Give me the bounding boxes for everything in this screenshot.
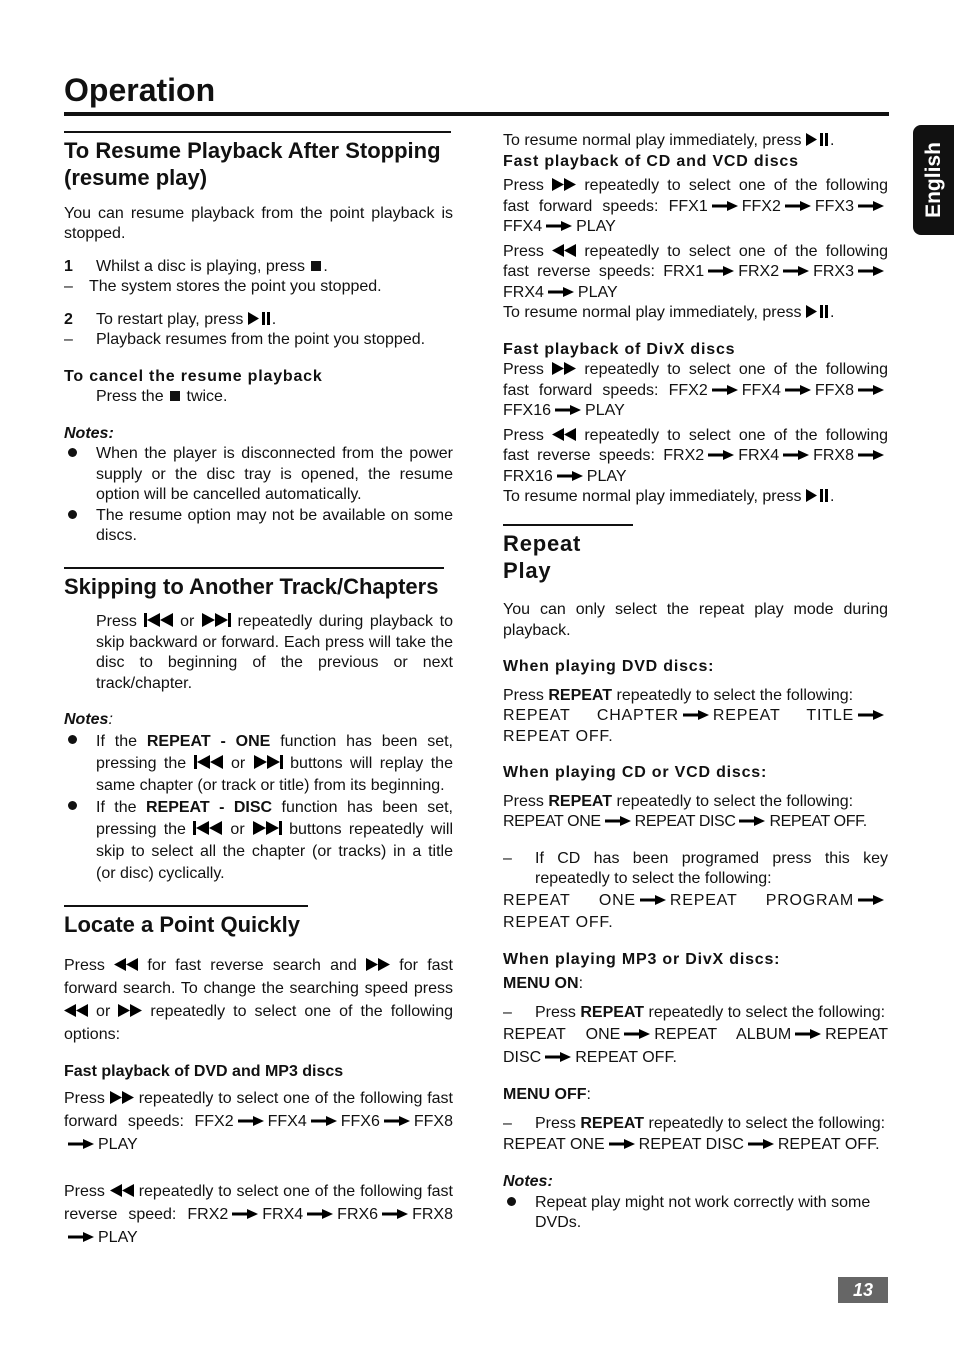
repeat-cd-sequence [503,813,867,830]
language-tab-label: English [921,142,945,218]
left-column [64,131,453,1249]
cd-fr-text: Press repeatedly to select one of the following fast reverse speeds: FRX1 FRX2 FRX3FRX4 PLAY [503,242,888,301]
sequence-item: FRX4 [503,283,544,301]
language-tab [913,125,954,235]
resume-title: To Resume Playback After Stopping (resume play) [64,138,441,190]
arrow-right-icon [748,1139,774,1149]
arrow-right-icon [708,266,734,276]
locate-section-heading [64,905,308,938]
repeat-intro: You can only select the repeat play mode during playback. [503,601,888,639]
resume-section-heading [64,131,451,191]
stop-icon [170,391,180,401]
sequence-item: REPEAT PROGRAM [669,891,855,909]
page-number: 13 [838,1277,888,1303]
sequence-item: REPEAT ALBUM [654,1026,792,1043]
resume-intro: You can resume playback from the point playback is stopped. [64,204,453,242]
skip-notes-label: Notes: [64,711,113,728]
cd-vcd-fast-heading: Fast playback of CD and VCD discs [503,152,799,170]
sequence-item: FFX8 [814,381,854,399]
arrow-right-icon [68,1232,94,1242]
sequence-item: REPEAT DISC [634,813,736,830]
previous-icon [144,613,174,627]
page-title: Operation [64,72,216,108]
sequence-item: PLAY [98,1135,138,1153]
arrow-right-icon [311,1116,337,1126]
sequence-item: REPEAT DISC [638,1136,744,1153]
arrow-right-icon [783,450,809,460]
locate-text: Press for fast reverse search and for fast forward search. To change the searching speed press or repeatedly to select one of the following options: [64,957,453,1043]
sequence-item: FRX3 [813,263,854,280]
repeat-cd-heading: When playing CD or VCD discs: [503,764,768,781]
sequence-item: FRX16 [503,467,553,485]
arrow-right-icon [548,287,574,297]
arrow-right-icon [858,895,884,905]
resume-step-2-note: – Playback resumes from the point you stopped. [64,331,426,348]
sequence-item: PLAY [586,467,627,485]
resume-normal-2: To resume normal play immediately, press . [503,304,835,321]
play-pause-icon [248,312,272,325]
arrow-right-icon [785,385,811,395]
fast-forward-icon [366,958,390,971]
sequence-item: REPEAT TITLE [712,707,854,724]
repeat-dvd-heading: When playing DVD discs: [503,658,715,675]
sequence-item: FFX16 [503,402,552,419]
sequence-item: REPEAT OFF. [575,1049,677,1066]
repeat-program-note: – If CD has been programed press this key repeatedly to select the following: [503,849,888,887]
sequence-item: FFX4 [267,1112,307,1130]
cancel-resume-heading: To cancel the resume playback [64,367,323,385]
repeat-mp3-heading: When playing MP3 or DivX discs: [503,950,781,968]
resume-normal-3: To resume normal play immediately, press . [503,488,835,505]
arrow-right-icon [555,405,581,415]
sequence-item: REPEAT ONE [503,1026,621,1043]
repeat-section-heading [503,524,633,584]
title-rule [64,112,889,116]
arrow-right-icon [624,1029,650,1039]
arrow-right-icon [712,385,738,395]
repeat-dvd-sequence-line [503,706,888,747]
right-column [503,131,888,1234]
arrow-right-icon [640,895,666,905]
arrow-right-icon [785,201,811,211]
next-icon [253,755,283,769]
sequence-item: FFX2 [741,197,781,215]
arrow-right-icon [683,710,709,720]
fast-forward-icon [110,1091,134,1104]
repeat-cd-text: Press REPEAT repeatedly to select the following: [503,792,854,810]
sequence-item: PLAY [577,283,618,301]
sequence-item: REPEAT ONE [503,1136,605,1153]
sequence-item: FRX6 [337,1205,379,1223]
sequence-item: FFX4 [503,218,543,235]
sequence-item: PLAY [98,1228,138,1246]
sequence-item: FRX8 [813,447,854,464]
repeat-notes-label: Notes: [503,1173,553,1190]
rewind-icon [110,1184,134,1197]
arrow-right-icon [739,816,765,826]
sequence-item: FFX2 [194,1112,234,1130]
rewind-icon [552,428,576,441]
dvd-mp3-fast-heading: Fast playback of DVD and MP3 discs [64,1063,344,1080]
repeat-dvd-text: Press REPEAT repeatedly to select the following: [503,686,854,704]
fast-forward-icon [552,362,576,375]
sequence-item: FFX2 [668,381,708,399]
divx-fast-heading: Fast playback of DivX discs [503,340,736,358]
fast-forward-icon [552,178,576,191]
repeat-dvd-sequence [503,707,888,745]
skip-section-heading [64,567,444,600]
rewind-icon [552,244,576,257]
skip-note-1: If the REPEAT - ONE function has been set, pressing the or buttons will replay the same chapter (or track or title) from its beginning. [64,731,453,797]
arrow-right-icon [545,1052,571,1062]
cd-ff-text: Press repeatedly to select one of the following fast forward speeds: FFX1 FFX2 FFX3FFX4 PLAY [503,177,888,235]
menu-on-instruction: – Press REPEAT repeatedly to select the following: [503,1003,886,1021]
sequence-item: PLAY [585,402,625,419]
resume-normal-1: To resume normal play immediately, press . [503,132,835,149]
sequence-item: FRX4 [738,447,780,464]
arrow-right-icon [858,201,884,211]
previous-icon [193,821,223,835]
arrow-right-icon [557,471,583,481]
cancel-resume-text: Press the twice. [96,388,228,405]
sequence-item: REPEAT OFF. [503,727,614,745]
divx-ff-text: Press repeatedly to select one of the following fast forward speeds: FFX2 FFX4 FFX8FFX16 PLAY [503,361,888,419]
repeat-title: Repeat Play [503,530,582,583]
next-icon [252,821,282,835]
resume-step-2: 2 To restart play, press . [64,310,277,328]
arrow-right-icon [783,266,809,276]
sequence-item: REPEAT OFF. [777,1136,880,1153]
play-pause-icon [806,305,830,318]
menu-on-label: MENU ON: [503,975,584,992]
sequence-item: FFX4 [741,381,781,399]
sequence-item: FRX4 [262,1205,304,1223]
skip-note-2: If the REPEAT - DISC function has been set, pressing the or buttons repeatedly will skip to select all the chapter (or tracks) in a title (or disc) cyclically. [64,797,453,885]
sequence-item: FFX1 [668,197,708,215]
arrow-right-icon [708,450,734,460]
sequence-item: FFX8 [413,1112,453,1130]
stop-icon [311,261,321,271]
skip-title: Skipping to Another Track/Chapters [64,573,439,599]
menu-on-sequence-line [503,1023,888,1069]
play-pause-icon [806,133,830,146]
repeat-program-sequence [503,892,888,931]
sequence-item: FRX8 [412,1205,453,1223]
menu-off-sequence-line [503,1134,888,1156]
arrow-right-icon [382,1209,408,1219]
arrow-right-icon [858,710,884,720]
fast-forward-icon [118,1004,142,1017]
sequence-item: REPEAT ONE [503,813,601,830]
repeat-note: Repeat play might not work correctly with some DVDs. [503,1193,888,1234]
play-pause-icon [806,489,830,502]
arrow-right-icon [238,1116,264,1126]
sequence-item: FRX1 [663,263,705,280]
locate-title: Locate a Point Quickly [64,911,300,937]
divx-fr-text: Press repeatedly to select one of the following fast reverse speeds: FRX2 FRX4 FRX8FRX16 PLAY [503,426,888,485]
arrow-right-icon [609,1139,635,1149]
sequence-item: REPEAT OFF. [503,913,614,931]
sequence-item: FFX6 [340,1112,380,1130]
sequence-item: FRX2 [738,263,780,280]
resume-step-1-note: – The system stores the point you stopped. [64,278,382,295]
skip-text: Press or repeatedly during playback to skip backward or forward. Each press will take the disc to beginning of the previous or next track/chapter. [96,613,453,692]
menu-off-label: MENU OFF: [503,1086,591,1103]
dvd-ff-text: Press repeatedly to select one of the following fast forward speeds: FFX2 FFX4 FFX6 FFX8PLAY [64,1089,454,1153]
arrow-right-icon [858,385,884,395]
resume-step-1: 1 Whilst a disc is playing, press . [64,257,328,275]
arrow-right-icon [858,450,884,460]
repeat-program-sequence-line [503,890,888,934]
arrow-right-icon [68,1139,94,1149]
resume-notes-label: Notes: [64,424,114,442]
sequence-item: REPEAT DISC [503,1026,888,1066]
sequence-item: REPEAT OFF. [769,813,867,830]
arrow-right-icon [384,1116,410,1126]
resume-note-1: When the player is disconnected from the power supply or the disc tray is opened, the resume option will be cancelled automatically. [64,444,453,506]
dvd-fr-text: Press repeatedly to select one of the following fast reverse speed: FRX2 FRX4 FRX6 FRX8PLAY [64,1182,454,1246]
sequence-item: PLAY [576,218,616,235]
sequence-item: FRX2 [187,1205,229,1223]
arrow-right-icon [232,1209,258,1219]
menu-off-sequence [503,1136,880,1153]
sequence-item: REPEAT CHAPTER [503,707,679,724]
arrow-right-icon [605,816,631,826]
rewind-icon [64,1004,88,1017]
arrow-right-icon [858,266,884,276]
previous-icon [194,755,224,769]
menu-off-instruction: – Press REPEAT repeatedly to select the following: [503,1114,886,1132]
sequence-item: FFX3 [814,197,854,215]
resume-note-2: The resume option may not be available on some discs. [64,506,453,547]
rewind-icon [114,958,138,971]
sequence-item: REPEAT ONE [503,891,636,909]
arrow-right-icon [307,1209,333,1219]
menu-on-sequence [503,1026,888,1066]
next-icon [201,613,231,627]
repeat-cd-sequence-line [503,812,888,833]
sequence-item: FRX2 [663,447,705,464]
arrow-right-icon [795,1029,821,1039]
arrow-right-icon [546,221,572,231]
arrow-right-icon [712,201,738,211]
